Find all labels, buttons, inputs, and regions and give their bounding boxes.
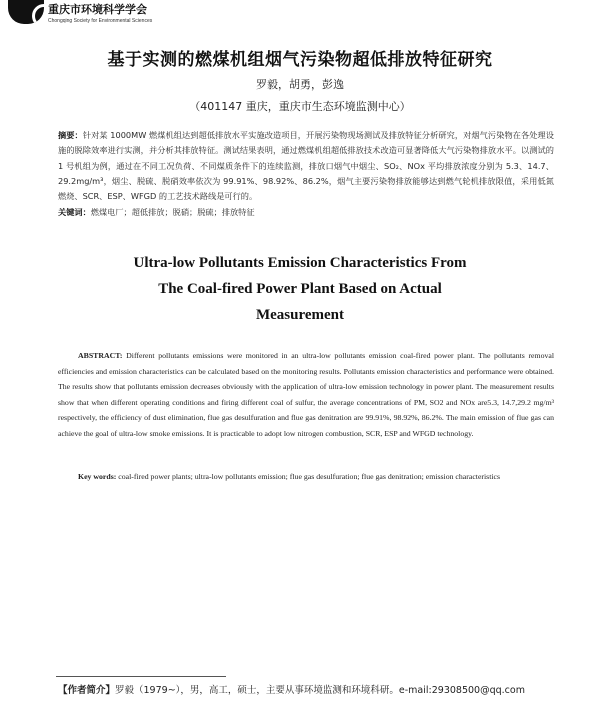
abstract-cn-label: 摘要： <box>58 130 83 140</box>
abstract-en-text: Different pollutants emissions were monitored in an ultra-low pollutants emission coal-fired power plant. The pollutants removal efficiencies and emission characteristics can be calculated based on the monitoring results. Pollutants emission characteristics and performance were obtained. The results show that pollutants emission decreases obviously with the application of ultra-low emission technology in power plant. The measurement results show that when different operating conditions and firing different coal of sulfur, the average concentrations of PM, SO2 and NOx are5.3, 14.7,29.2 mg/m³ respectively, the efficiency of dust elimination, flue gas desulfuration and flue gas denitration are 99.91%, 98.92%, 86.2%. The main emission of flue gas can achieve the goal of ultra-low smoke emissions. It is practicable to adopt low nitrogen combustion, SCR, ESP and WFGD technology. <box>58 351 555 438</box>
keywords-cn-label: 关键词： <box>58 207 91 217</box>
paper-title-cn: 基于实测的燃煤机组烟气污染物超低排放特征研究 <box>107 50 493 70</box>
paper-title-en-line3: Measurement <box>255 307 345 323</box>
author-footnote <box>58 682 578 696</box>
keywords-en <box>58 472 554 481</box>
abstract-cn <box>58 128 554 204</box>
footnote-text: 罗毅（1979~），男，高工，硕士，主要从事环境监测和环境科研。e-mail:29308500@qq.com <box>115 685 525 696</box>
paper-title-en-line1: Ultra-low Pollutants Emission Characteristics From <box>133 255 467 271</box>
paper-title-en-line2: The Coal-fired Power Plant Based on Actual <box>158 281 442 297</box>
abstract-cn-text: 针对某 1000MW 燃煤机组达到超低排放水平实施改造项目，开展污染物现场测试及排放特征分析研究，对烟气污染物在各处理设施的脱除效率进行实测，并分析其排放特征。测试结果表明，通过燃煤机组超低排放技术改造可显著降低大气污染物排放水平。以测试的 1 号机组为例，通过在不同工况负荷、不同煤质条件下的连续监测，排放口烟气中烟尘、SO₂、NOx 平均排放浓度分别为 5.3、14.7、29.2mg/m³，烟尘、脱硫、脱硝效率依次为 99.91%、98.92%、86.2%，烟气主要污染物排放能够达到燃气轮机排放限值，采用低氮燃烧、SCR、ESP、WFGD 的工艺技术路线是可行的。 <box>58 130 554 202</box>
journal-logo <box>8 0 44 24</box>
journal-name-en: Chongqing Society for Environmental Sciences <box>48 17 153 24</box>
keywords-en-label: Key words: <box>78 472 117 481</box>
journal-name-cn: 重庆市环境科学学会 <box>48 2 147 16</box>
paper-title-en <box>0 250 600 328</box>
abstract-en-label: ABSTRACT: <box>78 351 123 360</box>
keywords-cn-text: 燃煤电厂；超低排放；脱硝；脱硫；排放特征 <box>90 207 255 217</box>
footnote-label: 【作者简介】 <box>58 685 116 696</box>
authors-cn: 罗毅，胡勇，彭逸 <box>256 78 344 91</box>
abstract-en <box>58 348 554 442</box>
footnote-divider <box>56 676 226 677</box>
journal-name-block <box>48 1 152 24</box>
keywords-en-text: coal-fired power plants; ultra-low pollutants emission; flue gas desulfuration; flue gas denitration; emission characteristics <box>118 472 501 481</box>
keywords-cn <box>58 207 554 218</box>
affiliation-cn: （401147 重庆，重庆市生态环境监测中心） <box>189 100 411 113</box>
journal-header <box>8 0 152 24</box>
